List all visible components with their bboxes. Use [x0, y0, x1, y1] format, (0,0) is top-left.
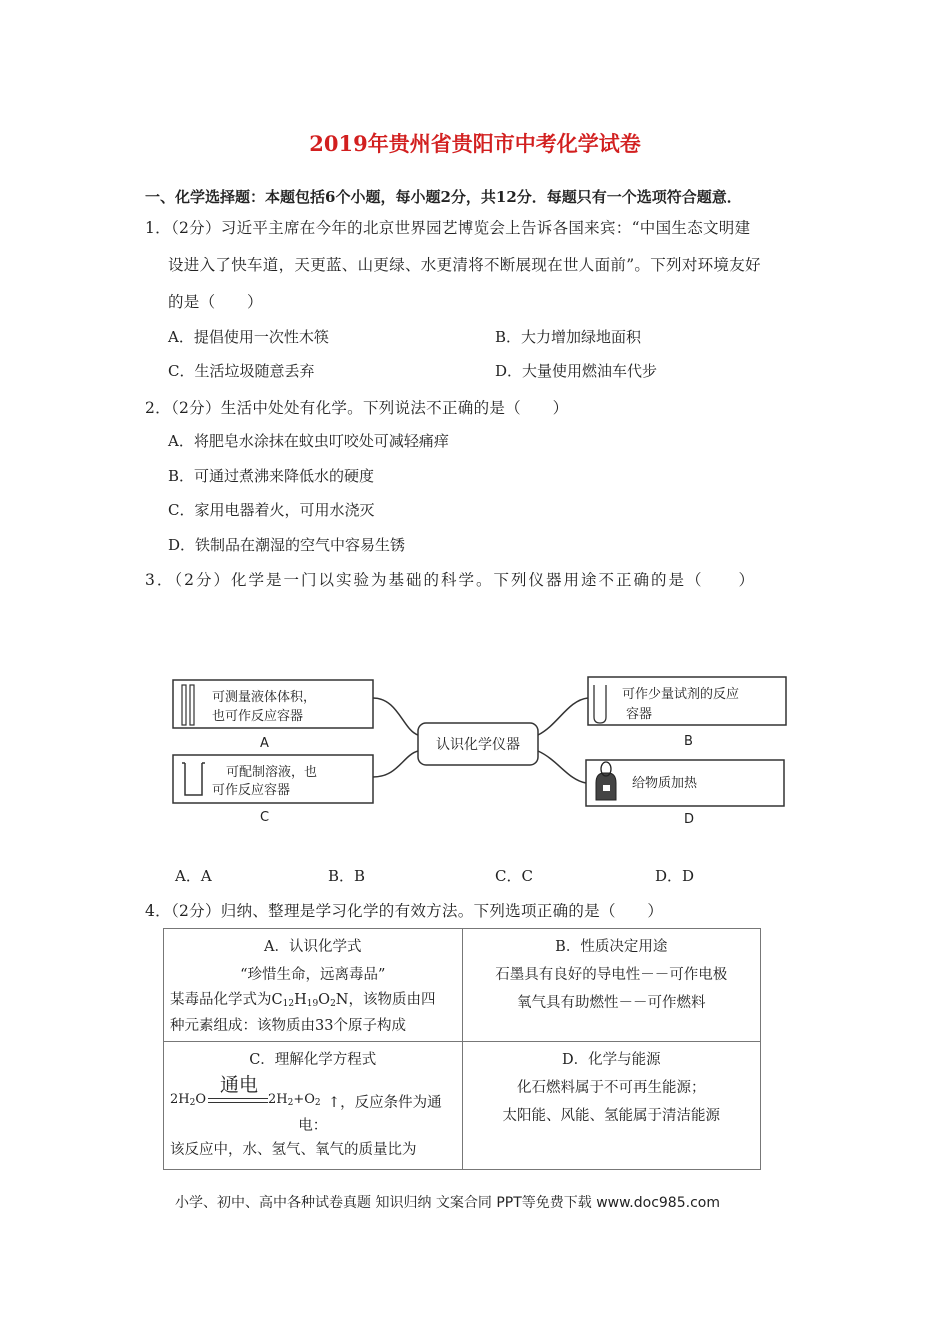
q4-c-heading: C．理解化学方程式: [249, 1052, 377, 1068]
q4-c-condition: 通电: [220, 1074, 259, 1096]
q1-line1: 1．（2分）习近平主席在今年的北京世界园艺博览会上告诉各国来宾：“中国生态文明建: [145, 219, 751, 237]
q4-c-line2: 电：: [298, 1118, 328, 1134]
box-b-text2: 容器: [626, 707, 653, 722]
box-a-text2: 也可作反应容器: [212, 709, 304, 724]
q3-line1: 3．（2分）化学是一门以实验为基础的科学。下列仪器用途不正确的是（ ）: [145, 571, 756, 589]
q4-a-body2: 种元素组成：该物质由33个原子构成: [170, 1018, 406, 1034]
q4-line1: 4．（2分）归纳、整理是学习化学的有效方法。下列选项正确的是（ ）: [145, 902, 664, 920]
box-a-text1: 可测量液体体积，: [212, 690, 317, 705]
connector-b: [538, 698, 588, 735]
q4-c-equation: $2H_2O$ 通电 $2H_2+O_2$ ↑，反应条件为通: [170, 1074, 456, 1114]
q4-d-line1: 化石燃料属于不可再生能源；: [517, 1080, 706, 1096]
box-b-label: B: [684, 734, 693, 749]
connector-a: [373, 698, 418, 735]
box-c-label: C: [260, 810, 270, 825]
q4-a-heading: A．认识化学式: [264, 939, 362, 955]
q3-option-d: D．D: [655, 867, 695, 885]
q4-c-equals-top: [208, 1098, 268, 1099]
section-heading: 一、化学选择题：本题包括6个小题，每小题2分，共12分．每题只有一个选项符合题意．: [145, 188, 742, 206]
q4-c-line3: 该反应中，水、氢气、氧气的质量比为: [170, 1142, 417, 1158]
center-text: 认识化学仪器: [436, 737, 520, 753]
q1-option-c: C．生活垃圾随意丢弃: [168, 362, 315, 380]
connector-c: [373, 751, 418, 777]
graduated-cylinder-icon: [182, 685, 186, 725]
box-a-label: A: [260, 736, 269, 751]
q3-option-b: B．B: [328, 867, 366, 885]
q2-option-b: B．可通过煮沸来降低水的硬度: [168, 467, 375, 485]
alcohol-lamp-icon: [596, 762, 616, 800]
q2-option-c: C．家用电器着火，可用水浇灭: [168, 501, 375, 519]
q4-cell-a: [164, 929, 463, 1042]
q1-line2: 设进入了快车道，天更蓝、山更绿、水更清将不断展现在世人面前”。下列对环境友好: [168, 256, 761, 274]
page-title: 2019年贵州省贵阳市中考化学试卷: [309, 131, 641, 156]
page-footer: 小学、初中、高中各种试卷真题 知识归纳 文案合同 PPT等免费下载 www.doc985.com: [175, 1195, 720, 1211]
q2-option-a: A．将肥皂水涂抹在蚊虫叮咬处可减轻痛痒: [168, 432, 449, 450]
box-c-text1: 可配制溶液，也: [226, 765, 318, 780]
beaker-icon: [185, 763, 202, 795]
box-b-text1: 可作少量试剂的反应: [622, 687, 740, 702]
box-d-text1: 给物质加热: [632, 776, 698, 791]
q4-cell-c: [164, 1042, 463, 1170]
q4-a-subheading: “珍惜生命，远离毒品”: [240, 967, 386, 983]
q4-d-heading: D．化学与能源: [561, 1052, 661, 1068]
q1-option-b: B．大力增加绿地面积: [495, 328, 642, 346]
q4-a-formula-line: 某毒品化学式为$C_{12}H_{19}O_2N$，该物质由四: [170, 992, 436, 1009]
instrument-diagram: [168, 665, 808, 835]
q4-b-line1: 石墨具有良好的导电性－－可作电极: [495, 967, 728, 983]
q1-option-d: D．大量使用燃油车代步: [495, 362, 658, 380]
q4-table: [163, 928, 761, 1170]
q4-b-line2: 氧气具有助燃性－－可作燃料: [517, 995, 706, 1011]
q4-cell-b: [462, 929, 761, 1042]
q4-b-heading: B．性质决定用途: [555, 939, 668, 955]
test-tube-icon: [594, 685, 606, 723]
q2-option-d: D．铁制品在潮湿的空气中容易生锈: [168, 536, 406, 554]
q3-option-c: C．C: [495, 867, 533, 885]
q4-c-equals-bottom: [208, 1102, 268, 1103]
box-d-label: D: [684, 812, 695, 827]
q2-line1: 2．（2分）生活中处处有化学。下列说法不正确的是（ ）: [145, 399, 569, 417]
q1-line3: 的是（ ）: [168, 293, 263, 311]
q4-cell-d: [462, 1042, 761, 1170]
q4-d-line2: 太阳能、风能、氢能属于清洁能源: [502, 1108, 720, 1124]
q1-option-a: A．提倡使用一次性木筷: [168, 328, 329, 346]
connector-d: [538, 751, 586, 783]
q3-option-a: A．A: [175, 867, 212, 885]
box-c-text2: 可作反应容器: [212, 783, 291, 798]
